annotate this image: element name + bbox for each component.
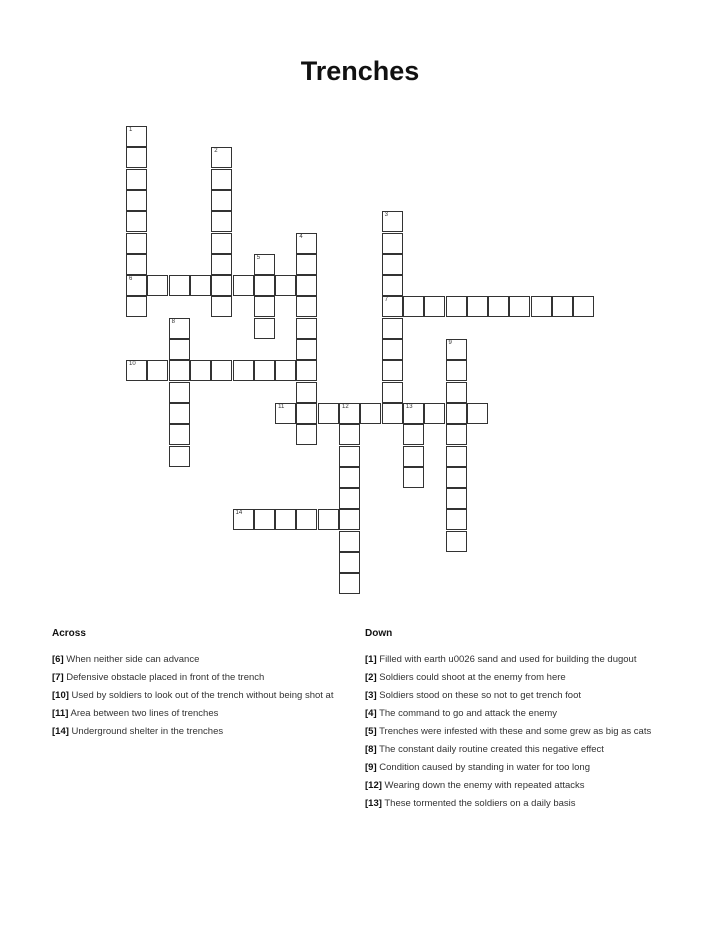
clue-text: Wearing down the enemy with repeated attacks bbox=[381, 780, 585, 791]
grid-cell[interactable] bbox=[296, 403, 317, 424]
grid-cell[interactable] bbox=[275, 509, 296, 530]
grid-cell[interactable] bbox=[254, 318, 275, 339]
grid-cell[interactable] bbox=[446, 382, 467, 403]
clue-num: [6] bbox=[52, 654, 64, 665]
grid-cell[interactable] bbox=[509, 296, 530, 317]
grid-cell[interactable] bbox=[446, 531, 467, 552]
grid-cell[interactable] bbox=[446, 296, 467, 317]
grid-cell[interactable] bbox=[318, 509, 339, 530]
grid-cell[interactable] bbox=[446, 360, 467, 381]
grid-cell[interactable] bbox=[169, 446, 190, 467]
clue-number: 8 bbox=[171, 318, 175, 325]
clue-number: 1 bbox=[129, 127, 133, 133]
grid-cell[interactable] bbox=[339, 531, 360, 552]
grid-cell[interactable] bbox=[211, 190, 232, 211]
grid-cell[interactable] bbox=[403, 467, 424, 488]
grid-cell[interactable] bbox=[275, 403, 296, 424]
grid-cell[interactable] bbox=[169, 275, 190, 296]
grid-cell[interactable] bbox=[190, 275, 211, 296]
grid-cell[interactable] bbox=[339, 403, 360, 424]
clue-text: Trenches were infested with these and some grew as big as cats bbox=[376, 726, 652, 737]
grid-cell[interactable] bbox=[211, 169, 232, 190]
across-clue bbox=[52, 690, 342, 701]
down-clue bbox=[365, 780, 675, 791]
grid-cell[interactable] bbox=[296, 296, 317, 317]
across-clue-list bbox=[52, 654, 342, 744]
grid-cell[interactable] bbox=[169, 339, 190, 360]
clue-number: 11 bbox=[278, 403, 285, 410]
clue-num: [14] bbox=[52, 726, 69, 737]
grid-cell[interactable] bbox=[169, 318, 190, 339]
grid-cell[interactable] bbox=[382, 403, 403, 424]
grid-cell[interactable] bbox=[296, 233, 317, 254]
grid-cell[interactable] bbox=[126, 233, 147, 254]
grid-cell[interactable] bbox=[403, 446, 424, 467]
grid-cell[interactable] bbox=[296, 382, 317, 403]
grid-cell[interactable] bbox=[126, 211, 147, 232]
grid-cell[interactable] bbox=[254, 254, 275, 275]
grid-cell[interactable] bbox=[126, 360, 147, 381]
grid-cell[interactable] bbox=[211, 147, 232, 168]
grid-cell[interactable] bbox=[339, 509, 360, 530]
clue-number: 2 bbox=[214, 148, 218, 155]
down-clue-list bbox=[365, 654, 675, 816]
across-clue bbox=[52, 654, 342, 665]
grid-cell[interactable] bbox=[147, 360, 168, 381]
grid-cell[interactable] bbox=[382, 254, 403, 275]
clue-text: Area between two lines of trenches bbox=[68, 708, 219, 719]
grid-cell[interactable] bbox=[339, 552, 360, 573]
down-clue bbox=[365, 690, 675, 701]
grid-cell[interactable] bbox=[382, 382, 403, 403]
grid-cell[interactable] bbox=[126, 169, 147, 190]
grid-cell[interactable] bbox=[446, 403, 467, 424]
grid-cell[interactable] bbox=[382, 318, 403, 339]
grid-cell[interactable] bbox=[233, 509, 254, 530]
clue-number: 7 bbox=[384, 297, 388, 304]
grid-cell[interactable] bbox=[339, 424, 360, 445]
grid-cell[interactable] bbox=[296, 318, 317, 339]
grid-cell[interactable] bbox=[403, 403, 424, 424]
clue-text: Soldiers could shoot at the enemy from here bbox=[376, 672, 566, 683]
grid-cell[interactable] bbox=[169, 382, 190, 403]
grid-cell[interactable] bbox=[552, 296, 573, 317]
grid-cell[interactable] bbox=[296, 254, 317, 275]
clue-number: 10 bbox=[129, 361, 136, 368]
clue-num: [1] bbox=[365, 654, 377, 665]
grid-cell[interactable] bbox=[126, 275, 147, 296]
grid-cell[interactable] bbox=[126, 126, 147, 147]
grid-cell[interactable] bbox=[233, 275, 254, 296]
grid-cell[interactable] bbox=[318, 403, 339, 424]
grid-cell[interactable] bbox=[254, 275, 275, 296]
down-clue bbox=[365, 726, 675, 737]
grid-cell[interactable] bbox=[254, 360, 275, 381]
grid-cell[interactable] bbox=[382, 275, 403, 296]
across-clue bbox=[52, 672, 342, 683]
grid-cell[interactable] bbox=[169, 360, 190, 381]
grid-cell[interactable] bbox=[275, 275, 296, 296]
grid-cell[interactable] bbox=[211, 275, 232, 296]
grid-cell[interactable] bbox=[254, 509, 275, 530]
clue-num: [11] bbox=[52, 708, 69, 719]
clue-num: [5] bbox=[365, 726, 377, 737]
grid-cell[interactable] bbox=[211, 233, 232, 254]
clue-num: [9] bbox=[365, 762, 377, 773]
clue-text: The constant daily routine created this negative effect bbox=[376, 744, 604, 755]
clue-text: Defensive obstacle placed in front of the trench bbox=[63, 672, 265, 683]
grid-cell[interactable] bbox=[467, 296, 488, 317]
grid-cell[interactable] bbox=[169, 403, 190, 424]
grid-cell[interactable] bbox=[126, 296, 147, 317]
grid-cell[interactable] bbox=[382, 296, 403, 317]
clue-num: [8] bbox=[365, 744, 377, 755]
down-clue bbox=[365, 654, 675, 665]
grid-cell[interactable] bbox=[126, 190, 147, 211]
clue-num: [3] bbox=[365, 690, 377, 701]
down-clue bbox=[365, 762, 675, 773]
grid-cell[interactable] bbox=[211, 296, 232, 317]
grid-cell[interactable] bbox=[169, 424, 190, 445]
grid-cell[interactable] bbox=[403, 424, 424, 445]
grid-cell[interactable] bbox=[211, 360, 232, 381]
grid-cell[interactable] bbox=[296, 360, 317, 381]
clue-num: [4] bbox=[365, 708, 377, 719]
clue-number: 3 bbox=[384, 212, 388, 219]
grid-cell[interactable] bbox=[147, 275, 168, 296]
grid-cell[interactable] bbox=[467, 403, 488, 424]
down-clue bbox=[365, 672, 675, 683]
clue-text: Filled with earth u0026 sand and used for building the dugout bbox=[376, 654, 637, 665]
across-clue bbox=[52, 708, 342, 719]
clue-number: 6 bbox=[129, 276, 133, 283]
clue-num: [13] bbox=[365, 798, 382, 809]
grid-cell[interactable] bbox=[382, 339, 403, 360]
down-clue bbox=[365, 798, 675, 809]
clue-num: [10] bbox=[52, 690, 69, 701]
clue-number: 4 bbox=[299, 233, 303, 240]
grid-cell[interactable] bbox=[190, 360, 211, 381]
clue-num: [7] bbox=[52, 672, 64, 683]
grid-cell[interactable] bbox=[382, 211, 403, 232]
grid-cell[interactable] bbox=[296, 275, 317, 296]
clue-text: The command to go and attack the enemy bbox=[376, 708, 558, 719]
grid-cell[interactable] bbox=[446, 339, 467, 360]
clue-text: Soldiers stood on these so not to get trench foot bbox=[376, 690, 582, 701]
grid-cell[interactable] bbox=[424, 403, 445, 424]
grid-cell[interactable] bbox=[296, 509, 317, 530]
grid-cell[interactable] bbox=[360, 403, 381, 424]
grid-cell[interactable] bbox=[275, 360, 296, 381]
down-heading: Down bbox=[365, 628, 393, 639]
grid-cell[interactable] bbox=[446, 424, 467, 445]
grid-cell[interactable] bbox=[126, 147, 147, 168]
clue-text: Condition caused by standing in water for too long bbox=[376, 762, 590, 773]
grid-cell[interactable] bbox=[254, 296, 275, 317]
clue-number: 13 bbox=[405, 403, 413, 410]
grid-cell[interactable] bbox=[211, 254, 232, 275]
clue-text: Used by soldiers to look out of the trench without being shot at bbox=[68, 690, 334, 701]
grid-cell[interactable] bbox=[424, 296, 445, 317]
grid-cell[interactable] bbox=[488, 296, 509, 317]
clue-text: These tormented the soldiers on a daily basis bbox=[381, 798, 576, 809]
grid-cell[interactable] bbox=[446, 488, 467, 509]
down-clue bbox=[365, 708, 675, 719]
clue-text: Underground shelter in the trenches bbox=[68, 726, 224, 737]
clue-number: 5 bbox=[256, 254, 261, 261]
grid-cell[interactable] bbox=[296, 424, 317, 445]
grid-cell[interactable] bbox=[339, 446, 360, 467]
grid-cell[interactable] bbox=[126, 254, 147, 275]
clue-num: [12] bbox=[365, 780, 382, 791]
clue-number: 12 bbox=[342, 403, 349, 410]
grid-cell[interactable] bbox=[446, 467, 467, 488]
puzzle-title: Trenches bbox=[300, 56, 420, 86]
grid-cell[interactable] bbox=[531, 296, 552, 317]
clue-number: 14 bbox=[235, 510, 243, 517]
clue-number: 9 bbox=[448, 340, 452, 346]
clue-text: When neither side can advance bbox=[63, 654, 200, 665]
grid-cell[interactable] bbox=[339, 488, 360, 509]
grid-cell[interactable] bbox=[339, 573, 360, 594]
grid-cell[interactable] bbox=[382, 233, 403, 254]
grid-cell[interactable] bbox=[233, 360, 254, 381]
clue-num: [2] bbox=[365, 672, 377, 683]
grid-cell[interactable] bbox=[403, 296, 424, 317]
grid-cell[interactable] bbox=[296, 339, 317, 360]
across-clue bbox=[52, 726, 342, 737]
grid-cell[interactable] bbox=[446, 509, 467, 530]
grid-cell[interactable] bbox=[211, 211, 232, 232]
grid-cell[interactable] bbox=[339, 467, 360, 488]
grid-cell[interactable] bbox=[446, 446, 467, 467]
down-clue bbox=[365, 744, 675, 755]
across-heading: Across bbox=[52, 628, 86, 639]
grid-cell[interactable] bbox=[573, 296, 594, 317]
grid-cell[interactable] bbox=[382, 360, 403, 381]
